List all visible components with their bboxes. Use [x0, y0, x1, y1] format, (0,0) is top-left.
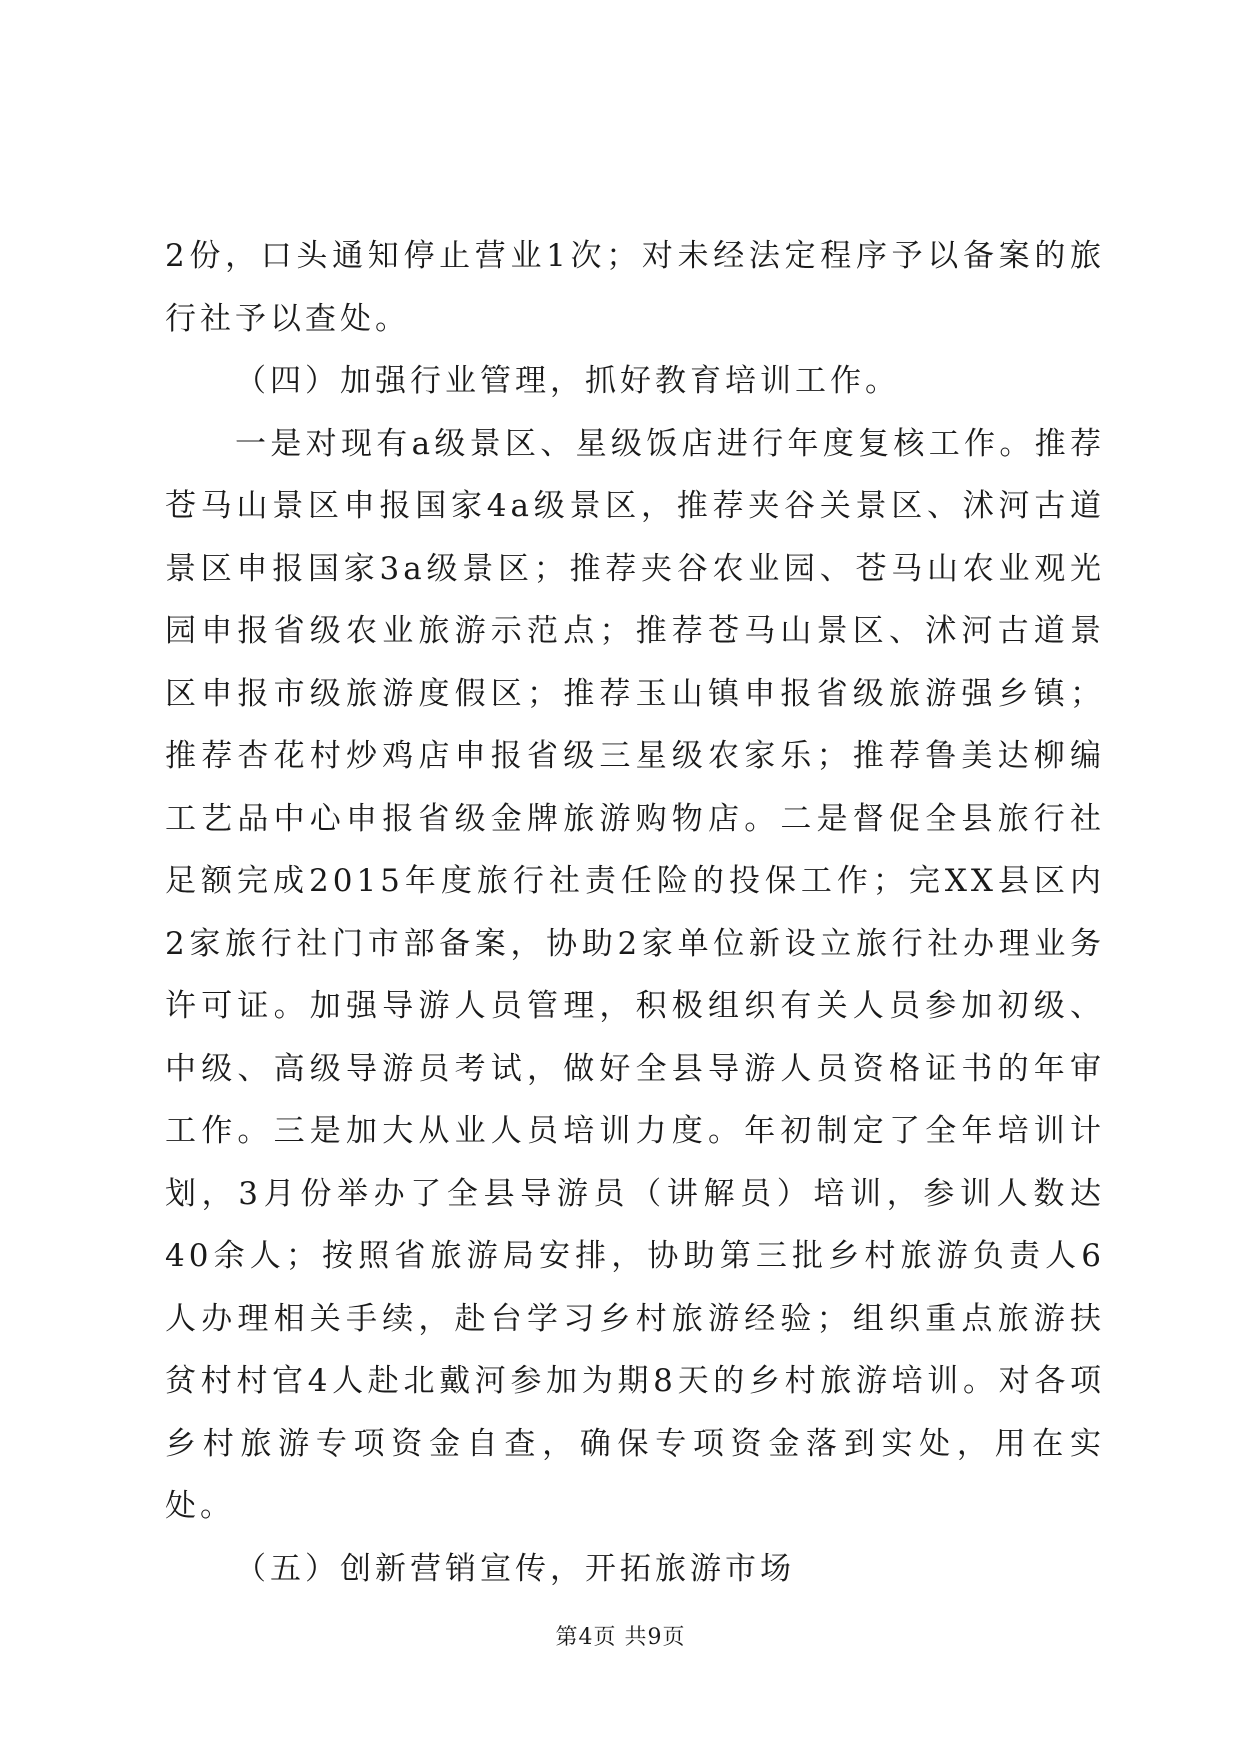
section-heading-4: （四）加强行业管理，抓好教育培训工作。	[235, 363, 900, 399]
paragraph-continuation: 2份，口头通知停止营业1次；对未经法定程序予以备案的旅行社予以查处。	[165, 238, 1105, 337]
paragraph-section-4-body: 一是对现有a级景区、星级饭店进行年度复核工作。推荐苍马山景区申报国家4a级景区，推荐夹谷关景区、沭河古道景区申报国家3a级景区；推荐夹谷农业园、苍马山农业观光园申报省级农业旅游示范点；推荐苍马山景区、沭河古道景区申报市级旅游度假区；推荐玉山镇申报省级旅游强乡镇；推荐杏花村炒鸡店申报省级三星级农家乐；推荐鲁美达柳编工艺品中心申报省级金牌旅游购物店。二是督促全县旅行社足额完成2015年度旅行社责任险的投保工作；完XX县区内2家旅行社门市部备案，协助2家单位新设立旅行社办理业务许可证。加强导游人员管理，积极组织有关人员参加初级、中级、高级导游员考试，做好全县导游人员资格证书的年审工作。三是加大从业人员培训力度。年初制定了全年培训计划，3月份举办了全县导游员（讲解员）培训，参训人数达40余人；按照省旅游局安排，协助第三批乡村旅游负责人6人办理相关手续，赴台学习乡村旅游经验；组织重点旅游扶贫村村官4人赴北戴河参加为期8天的乡村旅游培训。对各项乡村旅游专项资金自查，确保专项资金落到实处，用在实处。	[165, 425, 1105, 1524]
document-body	[165, 225, 1105, 1600]
page-number-footer: 第4页 共9页	[555, 1625, 686, 1650]
section-heading-5: （五）创新营销宣传，开拓旅游市场	[235, 1550, 795, 1587]
